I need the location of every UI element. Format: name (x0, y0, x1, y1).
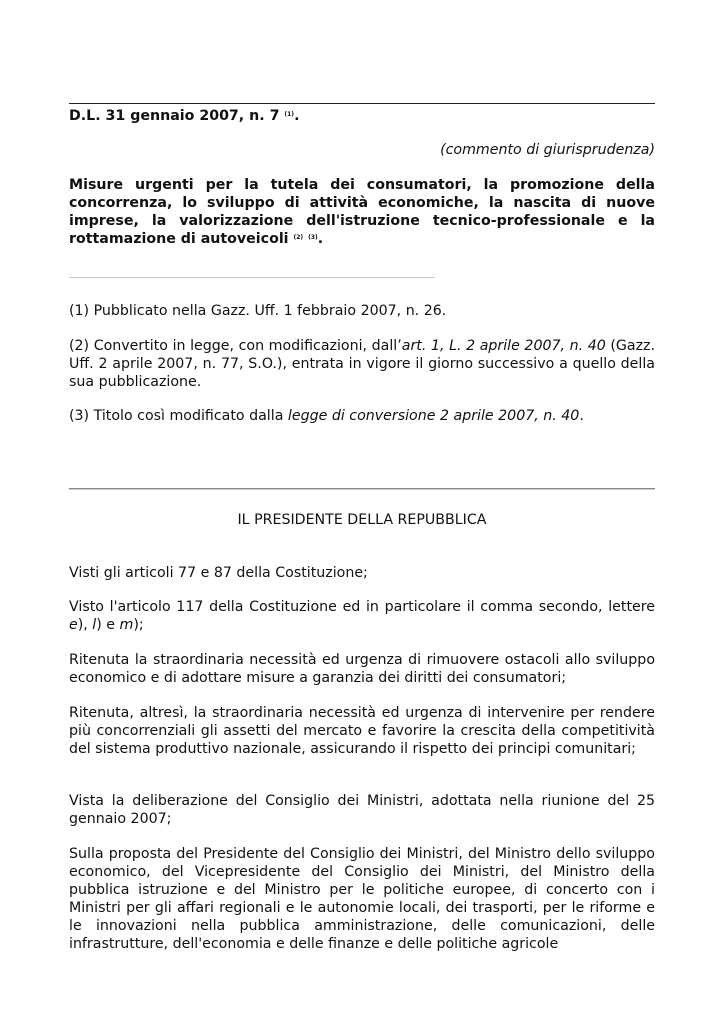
footnote-ref-2[interactable]: (2) (293, 234, 304, 241)
footnote-3-text-b: . (579, 408, 584, 424)
preamble-paragraph-3: Ritenuta la straordinaria necessità ed urgenza di rimuovere ostacoli allo sviluppo economico e di adottare misure a garanzia dei diritti dei consumatori; (69, 652, 655, 686)
decree-subject-end: . (317, 231, 324, 247)
footnote-2 (69, 337, 655, 391)
p2-text-a: Visto l'articolo 117 della Costituzione ed in particolare il comma secondo, lettere (69, 599, 655, 615)
decree-title-text: D.L. 31 gennaio 2007, n. 7 (69, 108, 280, 124)
decree-subject (69, 176, 655, 248)
president-heading: IL PRESIDENTE DELLA REPUBBLICA (237, 512, 487, 528)
footnote-2-text-a: (2) Convertito in legge, con modificazioni, dall’ (69, 338, 402, 354)
p2-letter-m: m (119, 617, 134, 633)
preamble-paragraph-2 (69, 598, 655, 634)
p2-letter-l: l (92, 617, 97, 633)
preamble-paragraph-1: Visti gli articoli 77 e 87 della Costituzione; (69, 565, 368, 581)
footnote-2-law-ref[interactable]: art. 1, L. 2 aprile 2007, n. 40 (401, 338, 606, 354)
footnote-3-law-ref[interactable]: legge di conversione 2 aprile 2007, n. 40 (287, 408, 580, 424)
footnote-3-text-a: (3) Titolo così modificato dalla (69, 408, 288, 424)
footnote-ref-1[interactable]: (1) (284, 111, 295, 118)
decree-title-end: . (294, 108, 300, 124)
footnote-3 (69, 407, 655, 425)
decree-subject-text: Misure urgenti per la tutela dei consumatori, la promozione della concorrenza, lo sviluppo di attività economiche, la nascita di nuove imprese, la valorizzazione dell'istruzione tecnico-professionale e la rottamazione di autoveicoli (69, 177, 655, 247)
footnote-ref-3[interactable]: (3) (308, 234, 318, 241)
preamble-paragraph-6: Sulla proposta del Presidente del Consiglio dei Ministri, del Ministro dello sviluppo economico, del Vicepresidente del Consiglio dei Ministri, del Ministro della pubblica istruzione e del Ministro per le politiche europee, di concerto con i Ministri per gli affari regionali e le autonomie locali, dei trasporti, per le riforme e le innovazioni nella pubblica amministrazione, delle comunicazioni, delle infrastrutture, dell'economia e delle finanze e delle politiche agricole (69, 846, 655, 952)
preamble-paragraph-4: Ritenuta, altresì, la straordinaria necessità ed urgenza di intervenire per rendere più concorrenziali gli assetti del mercato e favorire la crescita della competitività del sistema produttivo nazionale, assicurando il rispetto dei principi comunitari; (69, 705, 655, 757)
p2-text-b: ), (77, 617, 93, 633)
p2-text-d: ); (133, 617, 144, 633)
p2-text-c: ) e (96, 617, 120, 633)
section-rule (69, 488, 655, 490)
footnote-separator (69, 277, 435, 278)
footnote-2-text-b: (Gazz. Uff. 2 aprile 2007, n. 77, S.O.), entrata in vigore il giorno successivo a quello della sua pubblicazione. (69, 338, 655, 390)
commentary-link[interactable]: (commento di giurisprudenza) (440, 142, 655, 158)
decree-title (69, 107, 655, 125)
footnote-1: (1) Pubblicato nella Gazz. Uff. 1 febbraio 2007, n. 26. (69, 303, 447, 319)
preamble-paragraph-5: Vista la deliberazione del Consiglio dei Ministri, adottata nella riunione del 25 gennaio 2007; (69, 793, 655, 827)
top-rule (69, 103, 655, 104)
p2-letter-e: e (69, 617, 78, 633)
